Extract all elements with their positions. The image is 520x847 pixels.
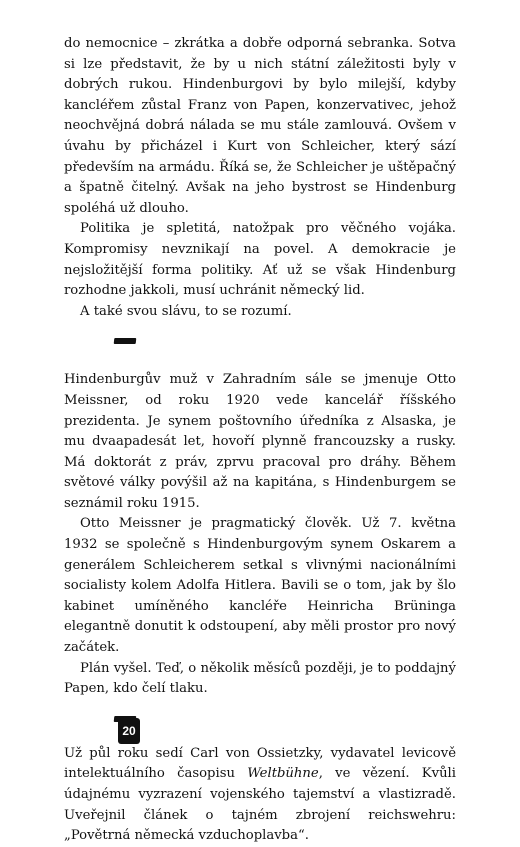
section-divider (114, 338, 137, 344)
paragraph: Otto Meissner je pragmatický člověk. Už 7. května 1932 se společně s Hindenburgovým synem Oskarem a generálem Schleicherem setkal s vlivnými nacionálními socialisty kolem Adolfa Hitlera. Bavili se o tom, jak by šlo kabinet umíněného kancléře Heinricha Brüninga elegantně donutit k odstoupení, aby měli prostor pro nový začátek. (64, 516, 456, 656)
paragraph: do nemocnice – zkrátka a dobře odporná sebranka. Sotva si lze představit, že by u nich státní záležitosti byly v dobrých rukou. Hindenburgovi by bylo milejší, kdyby kancléřem zůstal Franz von Papen, konzervativec, jehož neochvějná dobrá nálada se mu stále zamlouvá. Ovšem v úvahu by přicházel i Kurt von Schleicher, který sází především na armádu. Říká se, že Schleicher je uštěpačný a špatně čitelný. Avšak na jeho bystrost se Hindenburg spoléhá už dlouho. (64, 36, 456, 216)
paragraph: Politika je spletitá, natožpak pro věčného vojáka. Kompromisy nevznikají na povel. A demokracie je nejsložitější forma politiky. Ať už se však Hindenburg rozhodne jakkoli, musí uchránit německý lid. (64, 221, 456, 299)
paragraph (64, 744, 456, 847)
paragraph: Plán vyšel. Teď, o několik měsíců později, je to poddajný Papen, kdo čelí tlaku. (64, 660, 456, 697)
paragraph-text: Už půl roku sedí Carl von Ossietzky, vydavatel levicově intelektuálního časopisu (64, 745, 456, 782)
magazine-title: Weltbühne (247, 766, 319, 782)
page-number: 20 (118, 718, 140, 744)
paragraph: Hindenburgův muž v Zahradním sále se jmenuje Otto Meissner, od roku 1920 vede kancelář říšského prezidenta. Je synem poštovního úředníka z Alsaska, je mu dvaapadesát let, hovoří plynně francouzsky a rusky. Má doktorát z práv, zprvu pracoval pro dráhy. Během světové války povýšil až na kapitána, s Hindenburgem se seznámil roku 1915. (64, 372, 456, 511)
paragraph-text: , ve vězení. Kvůli údajnému vyzrazení vojenského tajemství a vlastizradě. Uveřejnil článek o tajném zbrojení reichswehru: „Povětrná německá vzduchoplavba“. (64, 766, 456, 844)
paragraph: A také svou slávu, to se rozumí. (80, 303, 292, 319)
